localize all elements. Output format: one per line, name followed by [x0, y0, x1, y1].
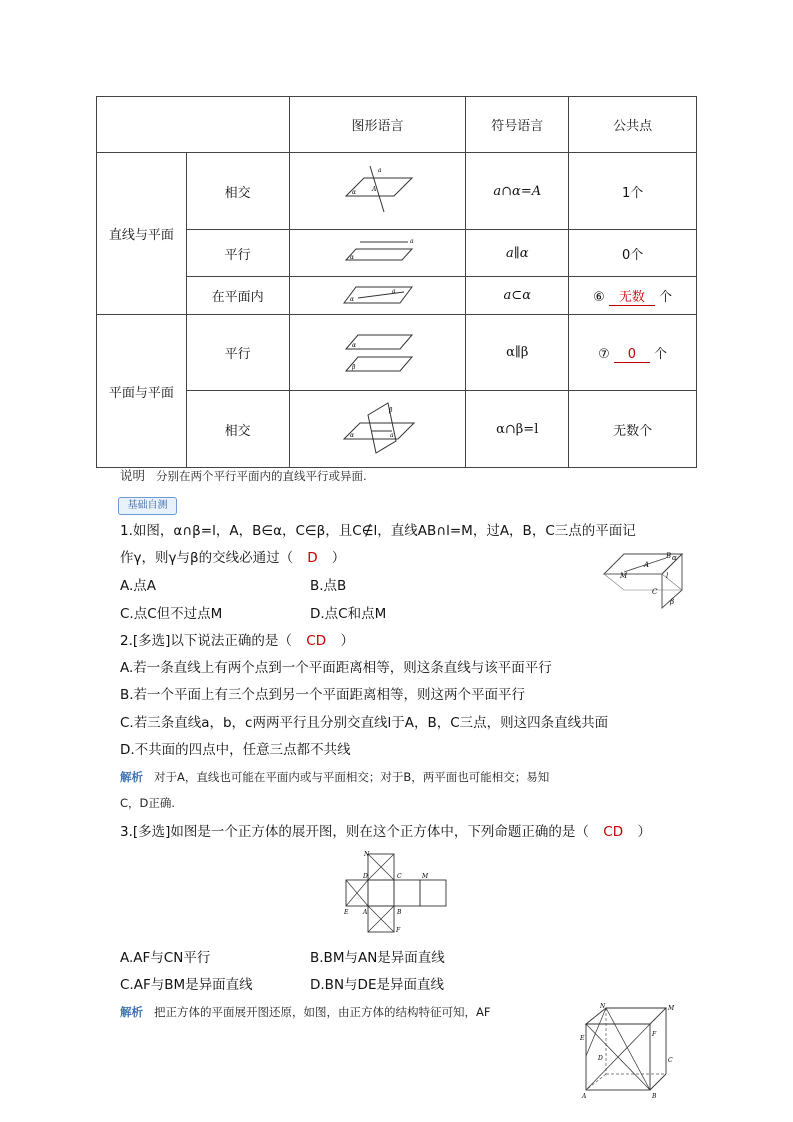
note: [120, 467, 367, 485]
table-row: [97, 153, 697, 230]
fig-label: D: [363, 873, 368, 880]
unit-text: 个: [654, 346, 668, 362]
q3-option-d: D.BN与DE是异面直线: [310, 977, 444, 993]
q3-answer: CD: [603, 824, 624, 840]
fig-label: N: [364, 851, 370, 858]
q3-analysis: [120, 1003, 490, 1021]
fig-label: B: [652, 1093, 657, 1100]
note-text: 分别在两个平行平面内的直线平行或异面.: [155, 469, 367, 483]
q3-stem: [120, 822, 651, 842]
group-plane-plane: 平面与平面: [97, 315, 187, 468]
figure-plane-parallel-plane: [289, 315, 466, 391]
q2-option-c: C.若三条直线a，b，c两两平行且分别交直线l于A，B，C三点，则这四条直线共面: [120, 715, 609, 731]
table-header-blank: [97, 97, 290, 153]
cube-figure: [578, 1000, 678, 1100]
q2-stem: [120, 631, 354, 651]
fig-label: D: [598, 1055, 603, 1062]
table-row: [97, 277, 697, 315]
cube-net-figure: [340, 848, 452, 934]
section-badge: 基础自测: [118, 497, 177, 515]
fig-label: α: [350, 432, 355, 439]
q1-close: ）: [331, 550, 346, 566]
fig-label: B: [397, 909, 402, 916]
fig-label: a: [392, 287, 397, 295]
analysis-text: 把正方体的平面展开图还原，如图，由正方体的结构特征可知，AF: [153, 1005, 491, 1019]
unit-text: 个: [659, 289, 673, 305]
q2-option-d: D.不共面的四点中，任意三点都不共线: [120, 742, 351, 758]
symbol-cell: a∥α: [466, 230, 569, 277]
relations-table: [96, 96, 697, 468]
fig-label: B: [666, 552, 672, 560]
fig-label: α: [350, 295, 355, 303]
table-row: [97, 315, 697, 391]
fig-label: β: [352, 363, 356, 371]
common-cell: 0个: [569, 230, 697, 277]
relation-label: 在平面内: [186, 277, 289, 315]
fig-label: M: [668, 1005, 675, 1012]
common-cell: 1个: [569, 153, 697, 230]
q2-answer: CD: [306, 633, 327, 649]
q1-option-d: D.点C和点M: [310, 606, 387, 622]
q2-analysis: [120, 768, 549, 786]
common-cell: 无数个: [569, 391, 697, 468]
fig-label: E: [580, 1035, 585, 1042]
common-cell: [569, 315, 697, 391]
fig-label: M: [422, 873, 429, 880]
symbol-cell: a∩α=A: [466, 153, 569, 230]
q2-close: ）: [340, 633, 355, 649]
symbol-cell: α∥β: [466, 315, 569, 391]
q2-stem-text: 2.[多选]以下说法正确的是（: [120, 633, 292, 649]
fig-label: A: [582, 1093, 587, 1100]
q1-stem-text: 作γ，则γ与β的交线必通过（: [120, 550, 294, 566]
analysis-label: 解析: [120, 770, 143, 784]
fig-label: C: [397, 873, 402, 880]
q1-answer: D: [307, 550, 318, 566]
q1-stem-line2: [120, 548, 345, 568]
header-graphic: 图形语言: [289, 97, 466, 153]
relation-label: 相交: [186, 153, 289, 230]
q3-close: ）: [637, 824, 652, 840]
note-label: 说明: [120, 468, 146, 483]
header-symbol: 符号语言: [466, 97, 569, 153]
fig-label: l: [666, 572, 669, 580]
fig-label: β: [670, 598, 675, 606]
relation-label: 平行: [186, 230, 289, 277]
common-cell: [569, 277, 697, 315]
fig-label: N: [600, 1003, 606, 1010]
fig-label: F: [396, 927, 401, 934]
q2-option-a: A.若一条直线上有两个点到一个平面距离相等，则这条直线与该平面平行: [120, 660, 552, 676]
header-common: 公共点: [569, 97, 697, 153]
q1-figure: [600, 548, 688, 610]
q3-option-a: A.AF与CN平行: [120, 950, 211, 966]
figure-line-in-plane: [289, 277, 466, 315]
fig-label: α: [352, 341, 357, 349]
fig-label: A: [644, 561, 650, 569]
q2-option-b: B.若一个平面上有三个点到另一个平面距离相等，则这两个平面平行: [120, 687, 526, 703]
analysis-text: 对于A，直线也可能在平面内或与平面相交；对于B，两平面也可能相交；易知: [153, 770, 550, 784]
fig-label: F: [652, 1031, 657, 1038]
q3-stem-text: 3.[多选]如图是一个正方体的展开图，则在这个正方体中，下列命题正确的是（: [120, 824, 589, 840]
fig-label: a: [390, 432, 395, 439]
q1-option-a: A.点A: [120, 578, 157, 594]
q1-option-c: C.点C但不过点M: [120, 606, 223, 622]
fig-label: E: [344, 909, 349, 916]
relation-label: 平行: [186, 315, 289, 391]
figure-plane-intersect-plane: [289, 391, 466, 468]
relation-label: 相交: [186, 391, 289, 468]
group-line-plane: 直线与平面: [97, 153, 187, 315]
symbol-cell: a⊂α: [466, 277, 569, 315]
table-header-row: [97, 97, 697, 153]
fig-label: α: [352, 189, 357, 196]
q2-analysis-line2: C，D正确.: [120, 796, 176, 810]
fig-label: β: [389, 407, 393, 414]
fig-label: α: [350, 254, 355, 261]
answer-blank: 无数: [609, 286, 655, 306]
fig-label: M: [620, 572, 628, 580]
table-row: [97, 230, 697, 277]
symbol-cell: α∩β=l: [466, 391, 569, 468]
circled-number: ⑦: [598, 346, 610, 362]
fig-label: α: [672, 554, 677, 562]
answer-blank: 0: [614, 347, 650, 363]
q1-stem-line1: 1.如图，α∩β=l，A，B∈α，C∈β，且C∉l，直线AB∩l=M，过A，B，C三点的平面记: [120, 523, 636, 539]
q3-option-c: C.AF与BM是异面直线: [120, 977, 253, 993]
fig-label: C: [668, 1057, 673, 1064]
fig-label: a: [410, 238, 415, 245]
q1-option-b: B.点B: [310, 578, 347, 594]
fig-label: C: [652, 588, 658, 596]
table-row: [97, 391, 697, 468]
fig-label: A: [372, 186, 377, 193]
figure-line-intersect-plane: [289, 153, 466, 230]
q3-option-b: B.BM与AN是异面直线: [310, 950, 445, 966]
fig-label: a: [378, 167, 383, 174]
analysis-label: 解析: [120, 1005, 143, 1019]
fig-label: A: [363, 909, 368, 916]
figure-line-parallel-plane: [289, 230, 466, 277]
circled-number: ⑥: [593, 289, 605, 305]
